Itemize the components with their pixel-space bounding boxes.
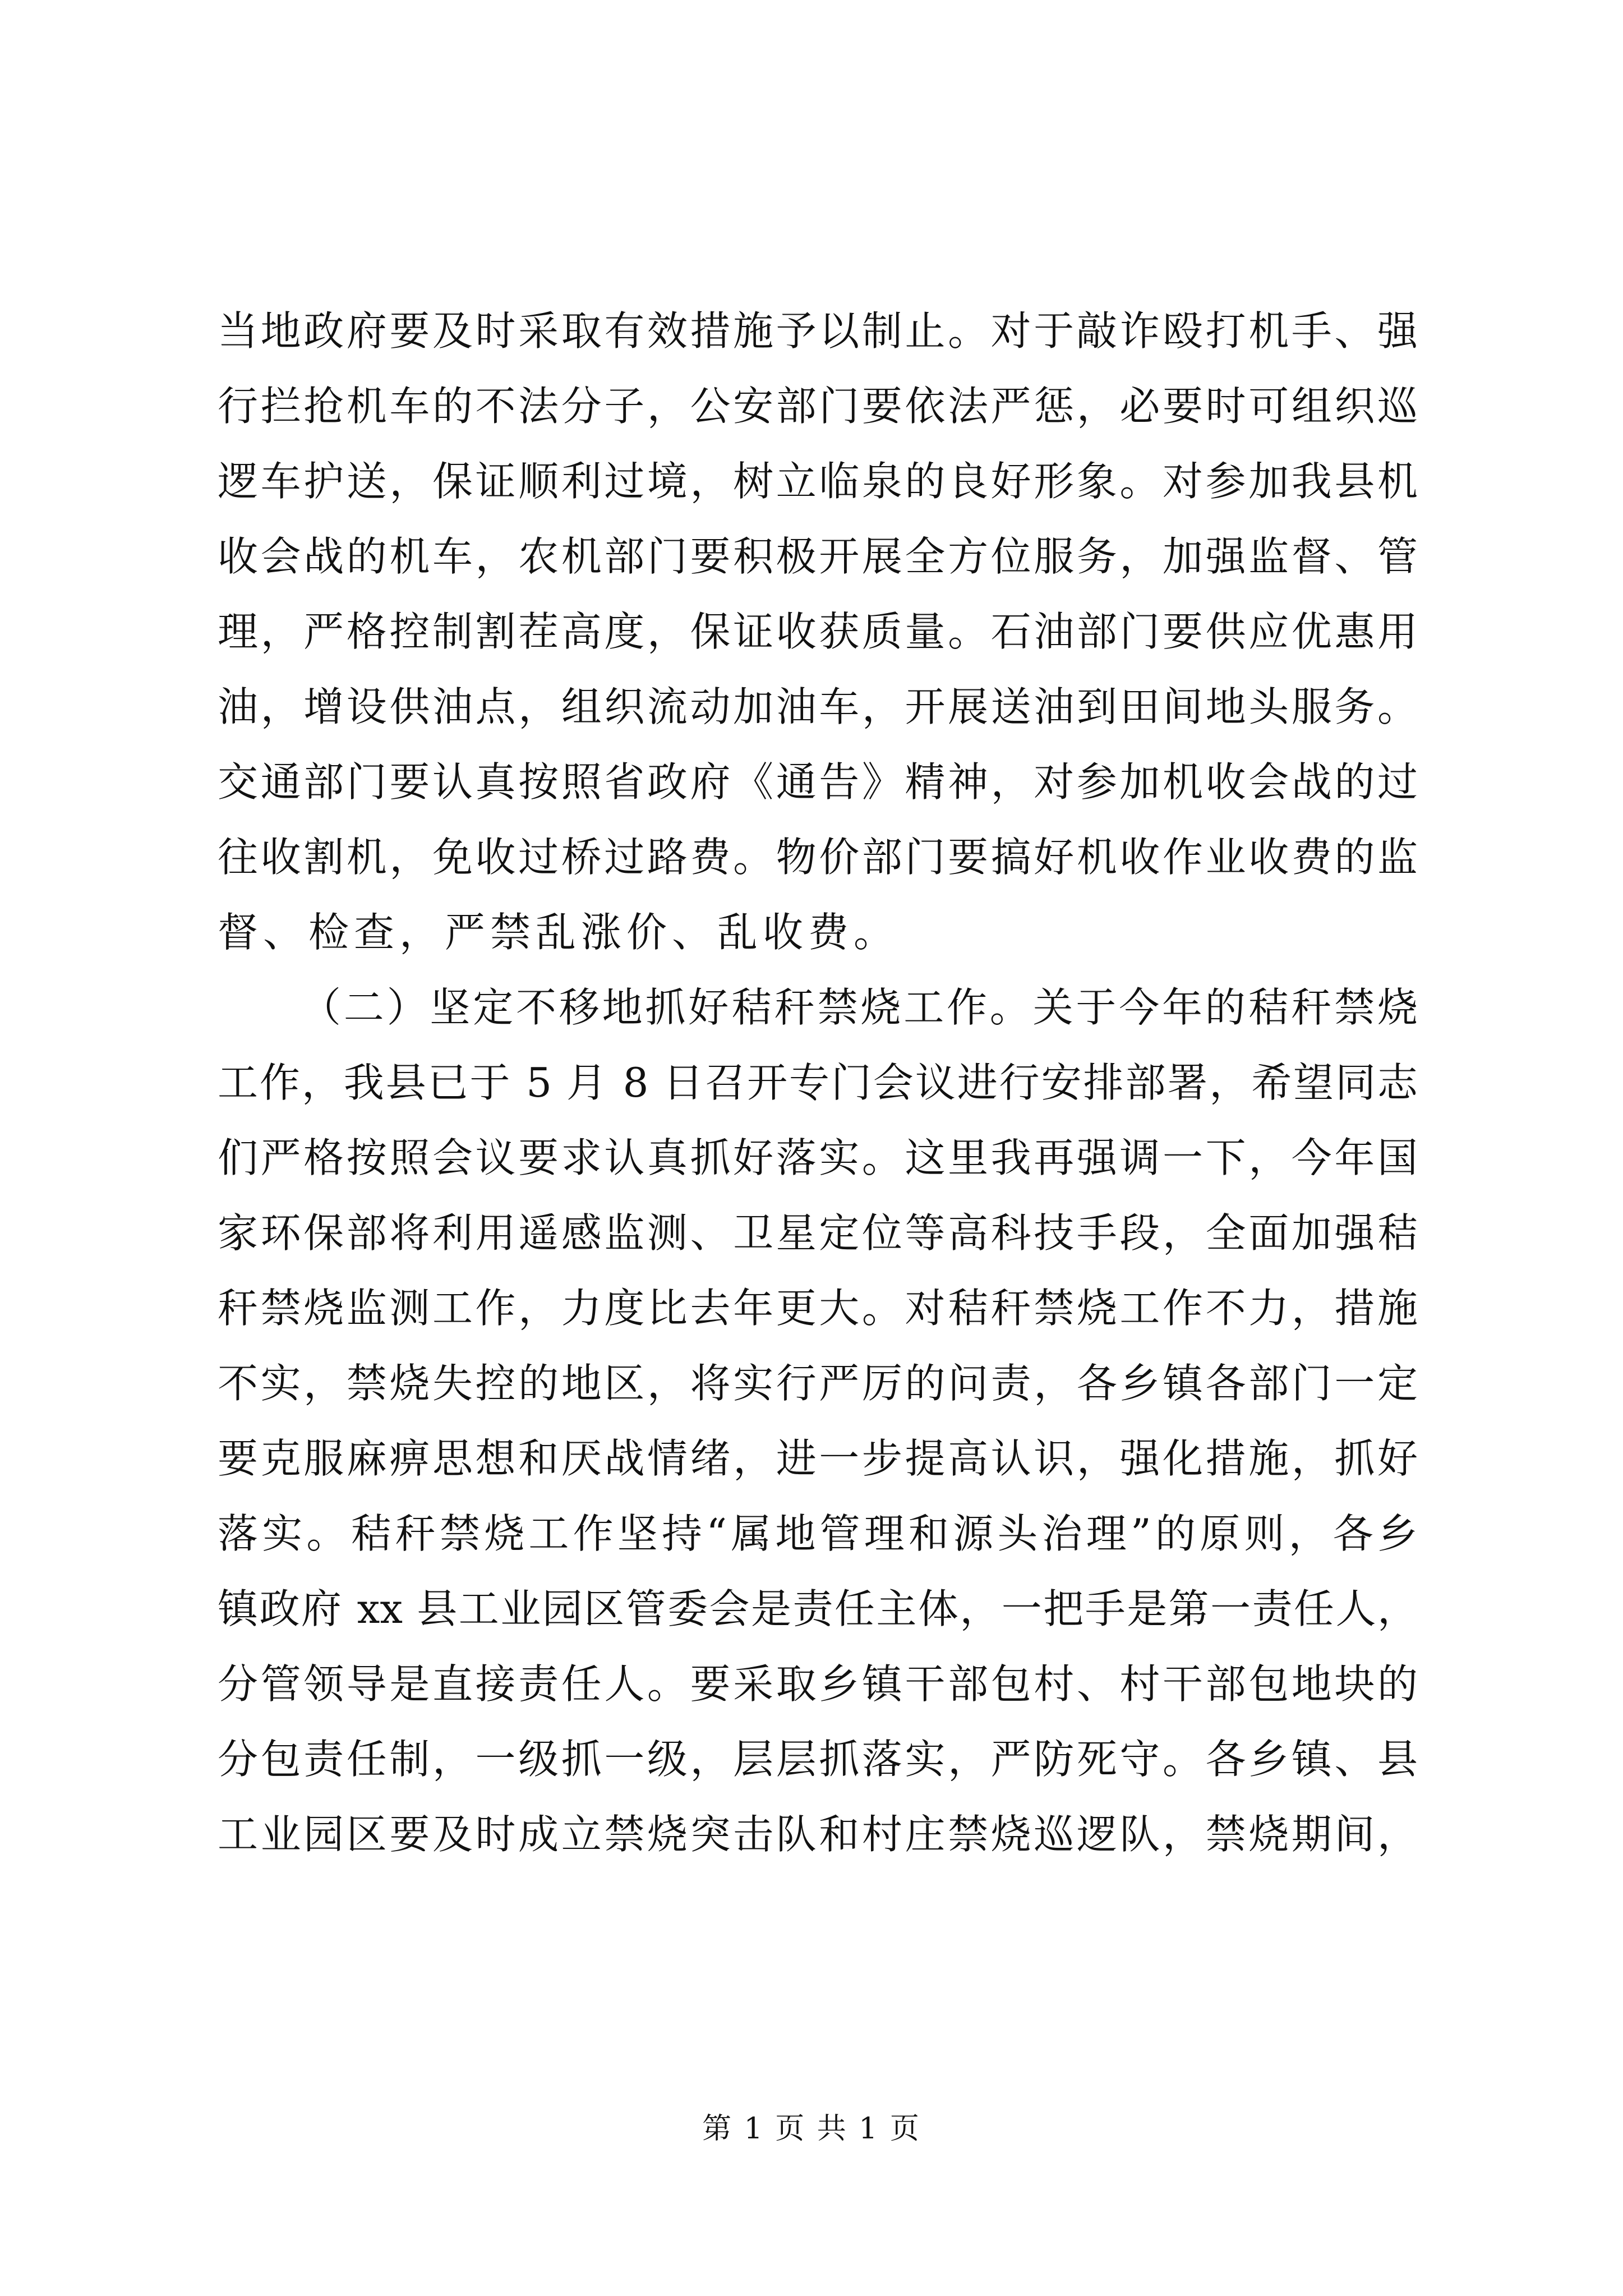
paragraph-line: 油，增设供油点，组织流动加油车，开展送油到田间地头服务。 bbox=[218, 683, 1418, 730]
paragraph-line: 镇政府 xx 县工业园区管委会是责任主体，一把手是第一责任人， bbox=[218, 1585, 1418, 1632]
paragraph-line: 们严格按照会议要求认真抓好落实。这里我再强调一下，今年国 bbox=[218, 1134, 1418, 1181]
paragraph-line: 往收割机，免收过桥过路费。物价部门要搞好机收作业收费的监 bbox=[218, 834, 1418, 881]
paragraph-line: 家环保部将利用遥感监测、卫星定位等高科技手段，全面加强秸 bbox=[218, 1209, 1418, 1257]
paragraph-line: 当地政府要及时采取有效措施予以制止。对于敲诈殴打机手、强 bbox=[218, 307, 1418, 355]
paragraph-line: 督、检查，严禁乱涨价、乱收费。 bbox=[218, 909, 900, 956]
paragraph-line: 分管领导是直接责任人。要采取乡镇干部包村、村干部包地块的 bbox=[218, 1660, 1418, 1708]
paragraph-line: 理，严格控制割茬高度，保证收获质量。石油部门要供应优惠用 bbox=[218, 608, 1418, 655]
paragraph-line: 不实，禁烧失控的地区，将实行严厉的问责，各乡镇各部门一定 bbox=[218, 1360, 1418, 1407]
paragraph-line: 要克服麻痹思想和厌战情绪，进一步提高认识，强化措施，抓好 bbox=[218, 1435, 1418, 1482]
paragraph-line: 工作，我县已于 5 月 8 日召开专门会议进行安排部署，希望同志 bbox=[218, 1059, 1418, 1106]
paragraph-line: 分包责任制，一级抓一级，层层抓落实，严防死守。各乡镇、县 bbox=[218, 1736, 1418, 1783]
page-number-footer: 第 1 页 共 1 页 bbox=[702, 2112, 921, 2146]
paragraph-line: （二）坚定不移地抓好秸秆禁烧工作。关于今年的秸秆禁烧 bbox=[301, 984, 1418, 1031]
paragraph-line: 逻车护送，保证顺利过境，树立临泉的良好形象。对参加我县机 bbox=[218, 458, 1418, 505]
paragraph-line: 秆禁烧监测工作，力度比去年更大。对秸秆禁烧工作不力，措施 bbox=[218, 1285, 1418, 1332]
paragraph-line: 工业园区要及时成立禁烧突击队和村庄禁烧巡逻队，禁烧期间， bbox=[218, 1811, 1418, 1858]
paragraph-line: 交通部门要认真按照省政府《通告》精神，对参加机收会战的过 bbox=[218, 758, 1418, 806]
paragraph-line: 行拦抢机车的不法分子，公安部门要依法严惩，必要时可组织巡 bbox=[218, 383, 1418, 430]
paragraph-line: 收会战的机车，农机部门要积极开展全方位服务，加强监督、管 bbox=[218, 533, 1418, 580]
paragraph-line: 落实。秸秆禁烧工作坚持“属地管理和源头治理”的原则，各乡 bbox=[218, 1510, 1418, 1557]
